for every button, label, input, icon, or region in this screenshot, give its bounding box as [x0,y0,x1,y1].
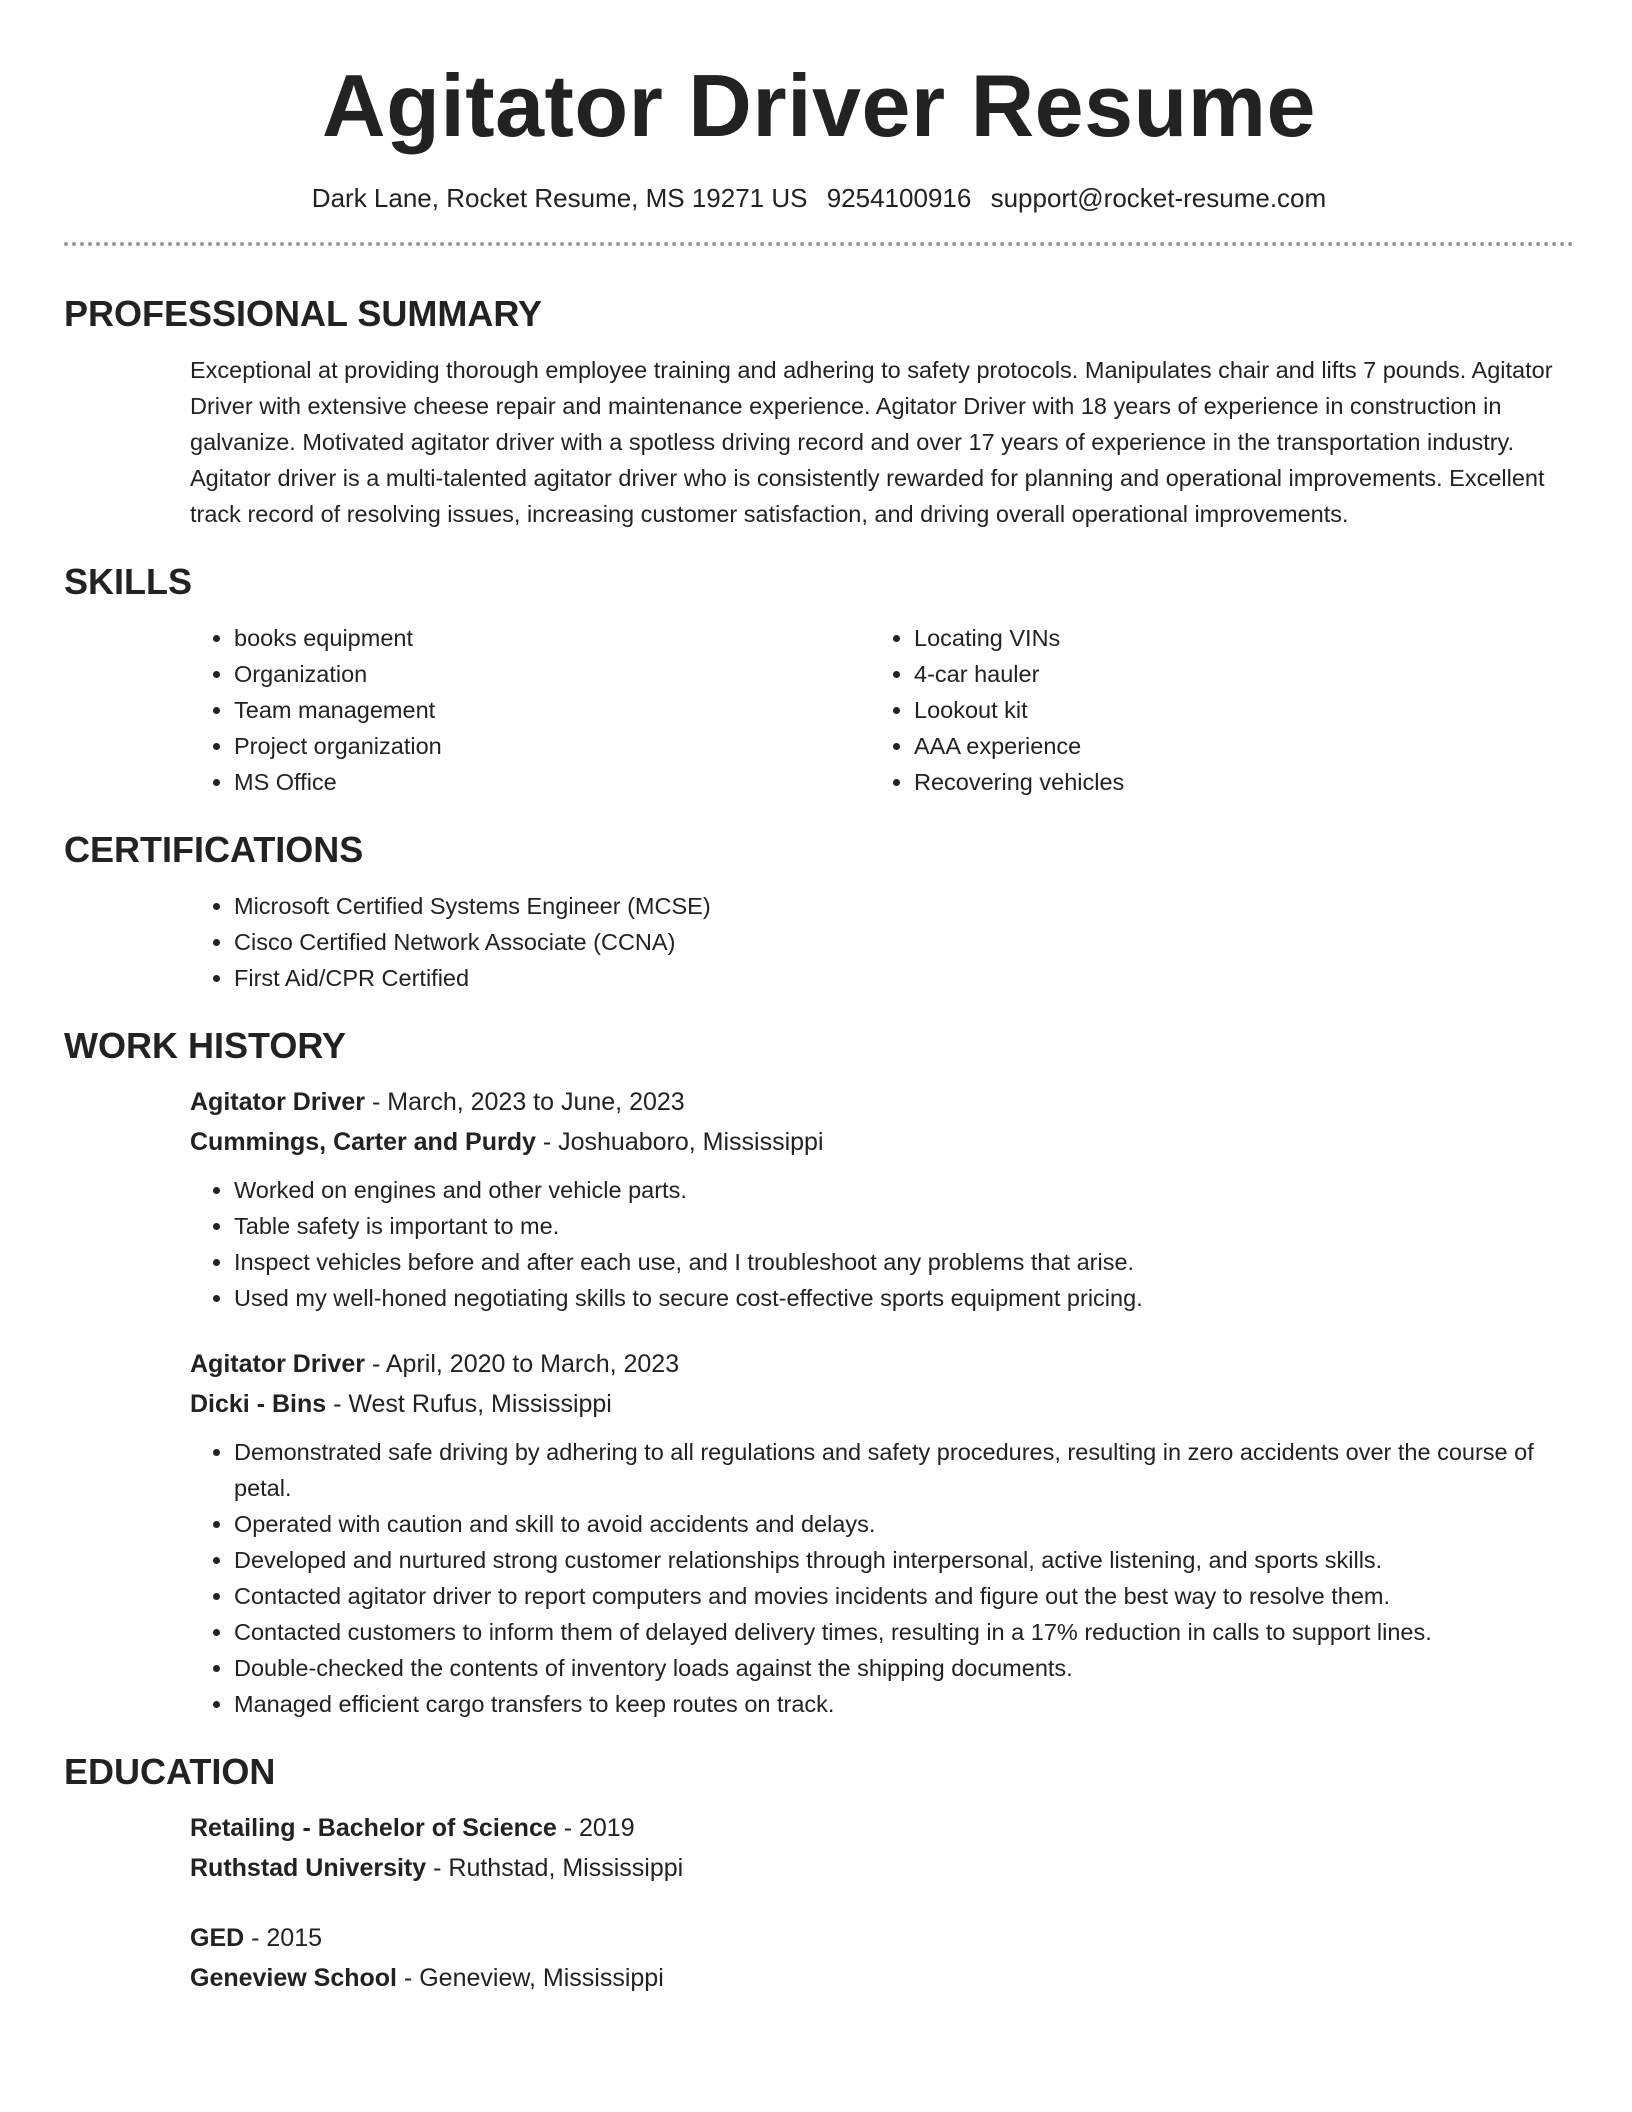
skill-item: • Recovering vehicles [914,764,1550,800]
contact-phone: 9254100916 [826,183,972,213]
job-bullet: • Managed efficient cargo transfers to keep routes on track. [234,1686,1560,1722]
job-bullet: • Worked on engines and other vehicle parts. [234,1172,1560,1208]
job-bullets [190,1434,1560,1722]
skill-item: • Organization [234,656,870,692]
job-company-line [190,1384,1560,1424]
job-title: Agitator Driver [190,1088,366,1116]
education-school-line [190,1848,1560,1888]
job-bullet: • Inspect vehicles before and after each use, and I troubleshoot any problems that arise. [234,1244,1560,1280]
certifications-list [190,888,1560,996]
skills-list-left [190,620,870,800]
job-bullet: • Demonstrated safe driving by adhering to all regulations and safety procedures, resulting in zero accidents over the course of petal. [234,1434,1560,1506]
job-dates: - March, 2023 to June, 2023 [365,1088,685,1116]
job-company: Dicki - Bins [190,1390,327,1418]
job-location: - Joshuaboro, Mississippi [535,1128,824,1156]
skill-item: • 4-car hauler [914,656,1550,692]
job-bullet: • Contacted customers to inform them of delayed delivery times, resulting in a 17% reduction in calls to support lines. [234,1614,1560,1650]
skills-columns [190,620,1560,800]
education-school: Geneview School [190,1964,398,1992]
job-entry [190,1344,1560,1722]
contact-line [64,182,1574,214]
certification-item: • Cisco Certified Network Associate (CCNA) [234,924,1560,960]
education-degree-line [190,1918,1560,1958]
skills-list-right [870,620,1550,800]
skill-item: • Project organization [234,728,870,764]
skill-item: • Locating VINs [914,620,1550,656]
summary-text: Exceptional at providing thorough employee training and adhering to safety protocols. Manipulates chair and lifts 7 pounds. Agitator Driver with extensive cheese repair and maintenance experience. Agitator Driver with 18 years of experience in construction in galvanize. Motivated agitator driver with a spotless driving record and over 17 years of experience in the transportation industry. Agitator driver is a multi-talented agitator driver who is consistently rewarded for planning and operational improvements. Excellent track record of resolving issues, increasing customer satisfaction, and driving overall operational improvements. [190,357,1553,527]
job-title-line [190,1344,1560,1384]
certification-item: • Microsoft Certified Systems Engineer (MCSE) [234,888,1560,924]
summary-block [190,352,1560,532]
education-year: - 2015 [244,1924,323,1952]
resume-page [64,0,1574,1998]
job-company-line [190,1122,1560,1162]
education-location: - Ruthstad, Mississippi [426,1854,684,1882]
job-bullet: • Double-checked the contents of inventory loads against the shipping documents. [234,1650,1560,1686]
skill-item: • Team management [234,692,870,728]
skill-item: • Lookout kit [914,692,1550,728]
education-heading: EDUCATION [64,1751,276,1792]
skills-heading: SKILLS [64,561,193,602]
education-degree-line [190,1808,1560,1848]
education-degree: GED [190,1924,245,1952]
contact-address: Dark Lane, Rocket Resume, MS 19271 US [311,183,808,213]
contact-email: support@rocket-resume.com [990,183,1327,213]
education-year: - 2019 [556,1814,635,1842]
job-bullet: • Used my well-honed negotiating skills to secure cost-effective sports equipment pricing. [234,1280,1560,1316]
job-bullet: • Operated with caution and skill to avoid accidents and delays. [234,1506,1560,1542]
education-school-line [190,1958,1560,1998]
job-title: Agitator Driver [190,1350,366,1378]
job-bullet: • Table safety is important to me. [234,1208,1560,1244]
job-dates: - April, 2020 to March, 2023 [365,1350,680,1378]
certifications-block [190,888,1560,996]
certifications-heading: CERTIFICATIONS [64,829,364,870]
summary-heading: PROFESSIONAL SUMMARY [64,293,543,334]
work-history-heading: WORK HISTORY [64,1025,347,1066]
education-school: Ruthstad University [190,1854,427,1882]
job-company: Cummings, Carter and Purdy [190,1128,536,1156]
resume-title: Agitator Driver Resume [322,56,1316,155]
job-title-line [190,1082,1560,1122]
skill-item: • books equipment [234,620,870,656]
skill-item: • AAA experience [914,728,1550,764]
education-degree: Retailing - Bachelor of Science [190,1814,557,1842]
job-bullet: • Contacted agitator driver to report computers and movies incidents and figure out the best way to resolve them. [234,1578,1560,1614]
job-bullet: • Developed and nurtured strong customer relationships through interpersonal, active listening, and sports skills. [234,1542,1560,1578]
job-entry [190,1082,1560,1316]
certification-item: • First Aid/CPR Certified [234,960,1560,996]
job-location: - West Rufus, Mississippi [326,1390,612,1418]
education-entry [190,1808,1560,1888]
education-location: - Geneview, Mississippi [397,1964,664,1992]
education-entry [190,1918,1560,1998]
job-bullets [190,1172,1560,1316]
skill-item: • MS Office [234,764,870,800]
